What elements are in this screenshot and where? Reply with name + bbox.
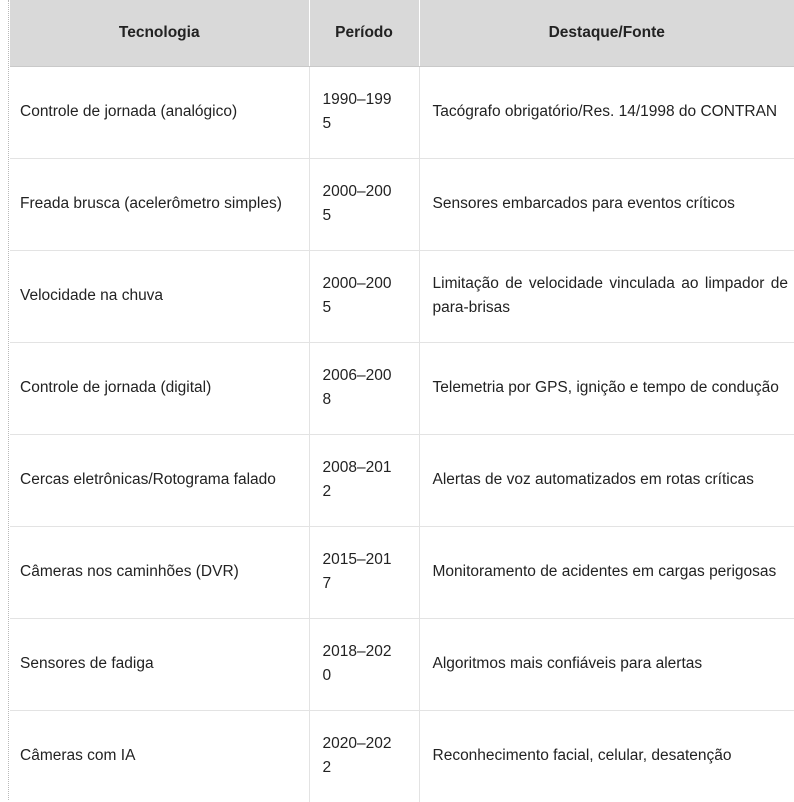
table-row [10, 434, 794, 526]
header-periodo: Período [309, 0, 419, 66]
header-tecnologia: Tecnologia [10, 0, 309, 66]
cell-tecnologia-text: Sensores de fadiga [20, 655, 154, 672]
cell-periodo [309, 434, 419, 526]
cell-tecnologia-text: Câmeras com IA [20, 747, 136, 765]
cell-tecnologia-text: Velocidade na chuva [20, 287, 164, 304]
cell-destaque-text: Telemetria por GPS, ignição e tempo de condução [432, 379, 779, 396]
cell-periodo [309, 618, 419, 710]
cell-tecnologia [10, 158, 309, 250]
cell-destaque-text: Tacógrafo obrigatório/Res. 14/1998 do CONTRAN [432, 103, 778, 120]
cell-destaque [419, 66, 794, 158]
technology-table [10, 0, 794, 802]
table-row [10, 526, 794, 618]
table-row [10, 158, 794, 250]
cell-tecnologia-text: Freada brusca (acelerômetro simples) [20, 195, 282, 212]
cell-tecnologia [10, 250, 309, 342]
table-row [10, 250, 794, 342]
cell-destaque-text: Alertas de voz automatizados em rotas críticas [432, 471, 754, 488]
cell-periodo-text: 2000–2005 [322, 275, 392, 316]
cell-tecnologia [10, 434, 309, 526]
cell-tecnologia [10, 618, 309, 710]
header-row [10, 0, 794, 66]
table-row [10, 342, 794, 434]
cell-periodo-text: 2020–2022 [322, 735, 392, 777]
cell-periodo [309, 526, 419, 618]
cell-destaque [419, 710, 794, 802]
header-destaque-fonte: Destaque/Fonte [419, 0, 794, 66]
cell-periodo [309, 158, 419, 250]
cell-destaque [419, 618, 794, 710]
cell-destaque-text: Algoritmos mais confiáveis para alertas [432, 655, 703, 672]
cell-tecnologia-text: Controle de jornada (digital) [20, 379, 212, 396]
cell-destaque-text: Limitação de velocidade vinculada ao limpador de para-brisas [432, 275, 788, 316]
cell-tecnologia [10, 66, 309, 158]
cell-destaque-text: Sensores embarcados para eventos críticos [432, 195, 735, 212]
cell-destaque [419, 342, 794, 434]
cell-periodo [309, 710, 419, 802]
cell-periodo-text: 1990–1995 [322, 91, 392, 132]
cell-tecnologia-text: Controle de jornada (analógico) [20, 103, 238, 120]
cell-destaque [419, 158, 794, 250]
cell-destaque-text: Reconhecimento facial, celular, desatenção [432, 747, 732, 765]
table-body [10, 66, 794, 802]
cell-periodo-text: 2000–2005 [322, 183, 392, 224]
cell-periodo-text: 2018–2020 [322, 643, 392, 684]
cell-periodo [309, 342, 419, 434]
cell-destaque [419, 526, 794, 618]
cell-periodo-text: 2006–2008 [322, 367, 392, 408]
cell-tecnologia-text: Cercas eletrônicas/Rotograma falado [20, 471, 276, 488]
table-row [10, 710, 794, 802]
cell-tecnologia-text: Câmeras nos caminhões (DVR) [20, 563, 239, 580]
cell-tecnologia [10, 342, 309, 434]
cell-tecnologia [10, 526, 309, 618]
table-row [10, 66, 794, 158]
cell-periodo-text: 2008–2012 [322, 459, 392, 500]
cell-destaque-text: Monitoramento de acidentes em cargas perigosas [432, 563, 777, 580]
cell-destaque [419, 250, 794, 342]
cell-periodo-text: 2015–2017 [322, 551, 392, 592]
cell-periodo [309, 66, 419, 158]
cell-periodo [309, 250, 419, 342]
table-row [10, 618, 794, 710]
cell-destaque [419, 434, 794, 526]
cell-tecnologia [10, 710, 309, 802]
table-header [10, 0, 794, 66]
